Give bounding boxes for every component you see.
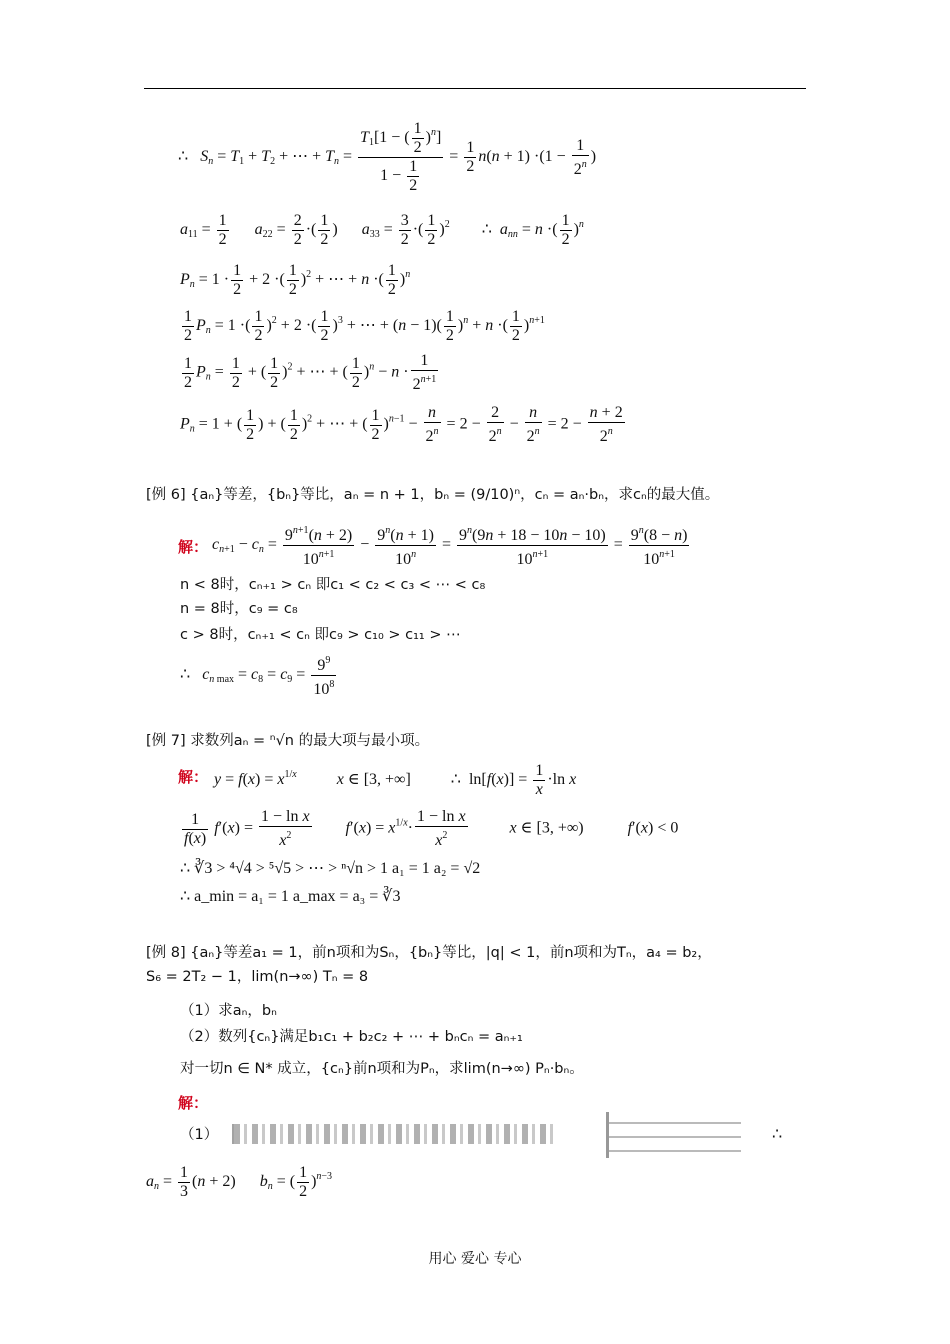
example-8-q2-cont: 对一切n ∈ N* 成立，{cₙ}前n项和为Pₙ，求lim(n→∞) Pₙ·bₙ。 [180,1061,584,1077]
formula-an-bn: $a_n$ = $\frac{1}{3}$ (n + 2) $b_n$ = ( $\frac{1}{2}$ )$^{n-3}$ [146,1164,333,1200]
example-8-part1-label: （1） [180,1127,219,1143]
formula-pn-result: $P_n = 1$ + ( $\frac{1}{2}$ ) + ( $\frac{1}{2}$ )$^2$ + ⋯ + ( $\frac{1}{2}$ )$^{n-1}$ − $\frac{n}{2^n}$ = 2 − $\frac{2}{2^n}$ − $\frac{n}{2^n}$ = 2 − $\frac{n + 2}{2^n}$ [180,404,623,445]
formula-half-pn-2: $\frac{1}{2}$ $P_n$ = $\frac{1}{2}$ + ( $\frac{1}{2}$ )$^2$ + ⋯ + ( $\frac{1}{2}$ )$^n$ − n · $\frac{1}{2^{n+1}}$ [184,352,437,393]
case-n-eq-8: n = 8时，c₉ = c₈ [180,601,298,617]
therefore-symbol: ∴ [772,1126,783,1143]
formula-sn: ∴ $S_n = T_1 + T_2$ + ⋯ + $T_n$ = $T_1[1$ − ( $\frac{1}{2}$ )$^n$] 1 − $\frac{1}{2}$ = $\frac{1}{2}$ n(n + 1) ·(1 − $\frac{1}{2^n}$ ) [178,120,597,194]
page-footer: 用心 爱心 专心 [428,1251,522,1267]
formula-cn-diff: $c_{n+1} - c_n$ = $\frac{9^{n+1}(n + 2)}{10^{n+1}}$ − $\frac{9^n(n + 1)}{10^n}$ = $\frac{9^n(9n + 18 - 10n - 10)}{10^{n+1}}$ = $\frac{9^n(8 - n)}{10^{n+1}}$ [212,522,691,569]
formula-min-max: ∴ a_min = a₁ = 1 a_max = a₃ = ∛3 [180,888,401,905]
example-8-title: [例 8] {aₙ}等差a₁ = 1，前n项和为Sₙ，{bₙ}等比，|q| < 1，前n项和为Tₙ，a₄ = b₂， [146,945,712,961]
example-6-solution-label: 解： [178,538,209,556]
formula-fx: $y = f(x) = x^{1/x}$ x ∈ [3, +∞] ∴ ln[f(x)] = $\frac{1}{x}$ ·ln x [214,762,577,798]
case-c-gt-8: c > 8时，cₙ₊₁ < cₙ 即c₉ > c₁₀ > c₁₁ > ⋯ [180,627,461,643]
case-n-lt-8: n < 8时，cₙ₊₁ > cₙ 即c₁ < c₂ < c₃ < ⋯ < c₈ [180,577,486,593]
formula-root-chain: ∴ ∛3 > ⁴√4 > ⁵√5 > ⋯ > ⁿ√n > 1 a₁ = 1 a₂ = √2 [180,860,481,877]
blurred-equation-brace [606,1112,741,1158]
formula-pn: $P_n = 1$ · $\frac{1}{2}$ + 2 ·( $\frac{1}{2}$ )$^2$ + ⋯ + n ·( $\frac{1}{2}$ )$^n$ [180,262,411,298]
blurred-equation-system [232,1124,556,1144]
formula-derivative: $\frac{1}{f(x)}$ f′(x) = $\frac{\text{1 − ln x}}{x^2}$ $f'(x) = x^{1/x}\cdot$ $\frac{\text{1 − ln x}}{x^2}$ x ∈ [3, +∞) f′(x) < 0 [184,808,679,849]
example-8-q1: （1）求aₙ，bₙ [180,1003,277,1019]
formula-cn-max: ∴ $c_{n max} = c_8 = c_9$ = $\frac{9^9}{10^8}$ [180,652,338,699]
example-8-solution-label: 解： [178,1094,209,1112]
example-6-title: [例 6] {aₙ}等差，{bₙ}等比，aₙ = n + 1，bₙ = (9/10)ⁿ，cₙ = aₙ·bₙ，求cₙ的最大值。 [146,487,720,503]
example-7-solution-label: 解： [178,768,209,786]
example-7-title: [例 7] 求数列aₙ = ⁿ√n 的最大项与最小项。 [146,733,430,749]
example-8-q2: （2）数列{cₙ}满足b₁c₁ + b₂c₂ + ⋯ + bₙcₙ = aₙ₊₁ [180,1029,523,1045]
formula-half-pn-1: $\frac{1}{2}$ $P_n = 1$ ·( $\frac{1}{2}$ )$^2$ + 2 ·( $\frac{1}{2}$ )$^3$ + ⋯ + (n − 1)( $\frac{1}{2}$ )$^n$ + n ·( $\frac{1}{2}$ )$^{n+1}$ [184,308,545,344]
formula-ann: $a_{11}$ = $\frac{1}{2}$ $a_{22}$ = $\frac{2}{2}$ ·( $\frac{1}{2}$ ) $a_{33}$ = $\frac{3}{2}$ ·( $\frac{1}{2}$ )$^2$ ∴ $a_{nn} = n$ ·( $\frac{1}{2}$ )$^n$ [180,212,584,248]
example-8-conditions: S₆ = 2T₂ − 1，lim(n→∞) Tₙ = 8 [146,969,369,985]
header-rule [144,88,806,89]
